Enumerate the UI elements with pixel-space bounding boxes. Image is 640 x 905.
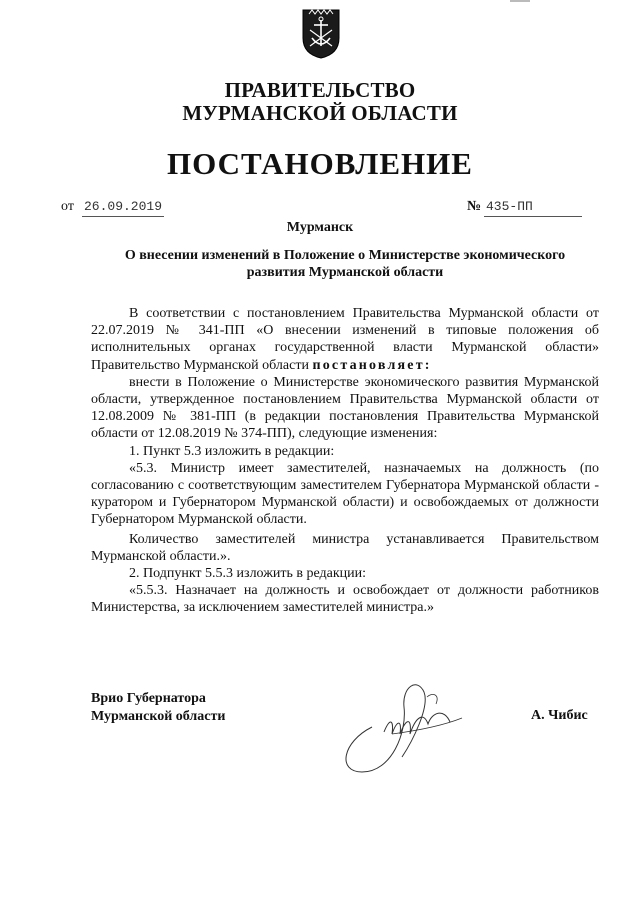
paragraph-deputies: Количество заместителей министра устанавливается Правительством Мурманской области.». xyxy=(91,531,599,564)
scan-mark xyxy=(510,0,530,2)
preamble-text: В соответствии с постановлением Правительства Мурманской области от 22.07.2019 № 341-ПП «О внесении изменений в типовые положения об исполнительных органах государственной власти Мурманской области» Правительство Мурманской области xyxy=(91,306,599,373)
document-body xyxy=(91,305,599,617)
decree-word: постановляет: xyxy=(312,357,432,373)
document-subject xyxy=(95,247,595,281)
number-prefix: № xyxy=(467,199,482,214)
paragraph-preamble xyxy=(91,305,599,374)
handwritten-signature xyxy=(332,672,482,782)
org-name-line2: МУРМАНСКОЙ ОБЛАСТИ xyxy=(182,101,458,125)
signer-title-line1: Врио Губернатора xyxy=(91,691,206,706)
paragraph-quote-5-3: «5.3. Министр имеет заместителей, назначаемых на должность (по согласованию с соответствующим заместителем Губернатора Мурманской области - куратором и Губернатором Мурманской области) и освобождаемых от должности Губернатором Мурманской области. xyxy=(91,460,599,528)
paragraph-item1: 1. Пункт 5.3 изложить в редакции: xyxy=(129,443,335,459)
coat-of-arms-icon xyxy=(301,8,341,60)
org-name-line1: ПРАВИТЕЛЬСТВО xyxy=(224,78,416,102)
signer-title-line2: Мурманской области xyxy=(91,708,226,724)
city-name: Мурманск xyxy=(286,220,354,235)
signer-name: А. Чибис xyxy=(531,708,588,723)
paragraph-amend: внести в Положение о Министерстве экономического развития Мурманской области, утвержденное постановлением Правительства Мурманской области от 12.08.2009 № 381-ПП (в редакции постановления Правительства Мурманской области от 12.08.2019 № 374-ПП), следующие изменения: xyxy=(91,374,599,442)
paragraph-quote-5-5-3: «5.5.3. Назначает на должность и освобождает от должности работников Министерства, за исключением заместителей министра.» xyxy=(91,583,599,616)
date-prefix: от xyxy=(61,199,74,214)
document-number: 435-ПП xyxy=(484,198,582,217)
subject-line2: развития Мурманской области xyxy=(246,265,444,280)
paragraph-item2: 2. Подпункт 5.5.3 изложить в редакции: xyxy=(129,566,367,582)
document-type-title: ПОСТАНОВЛЕНИЕ xyxy=(167,146,473,181)
signer-title xyxy=(91,690,225,725)
subject-line1: О внесении изменений в Положение о Министерстве экономического xyxy=(124,248,566,263)
document-date: 26.09.2019 xyxy=(82,198,164,217)
